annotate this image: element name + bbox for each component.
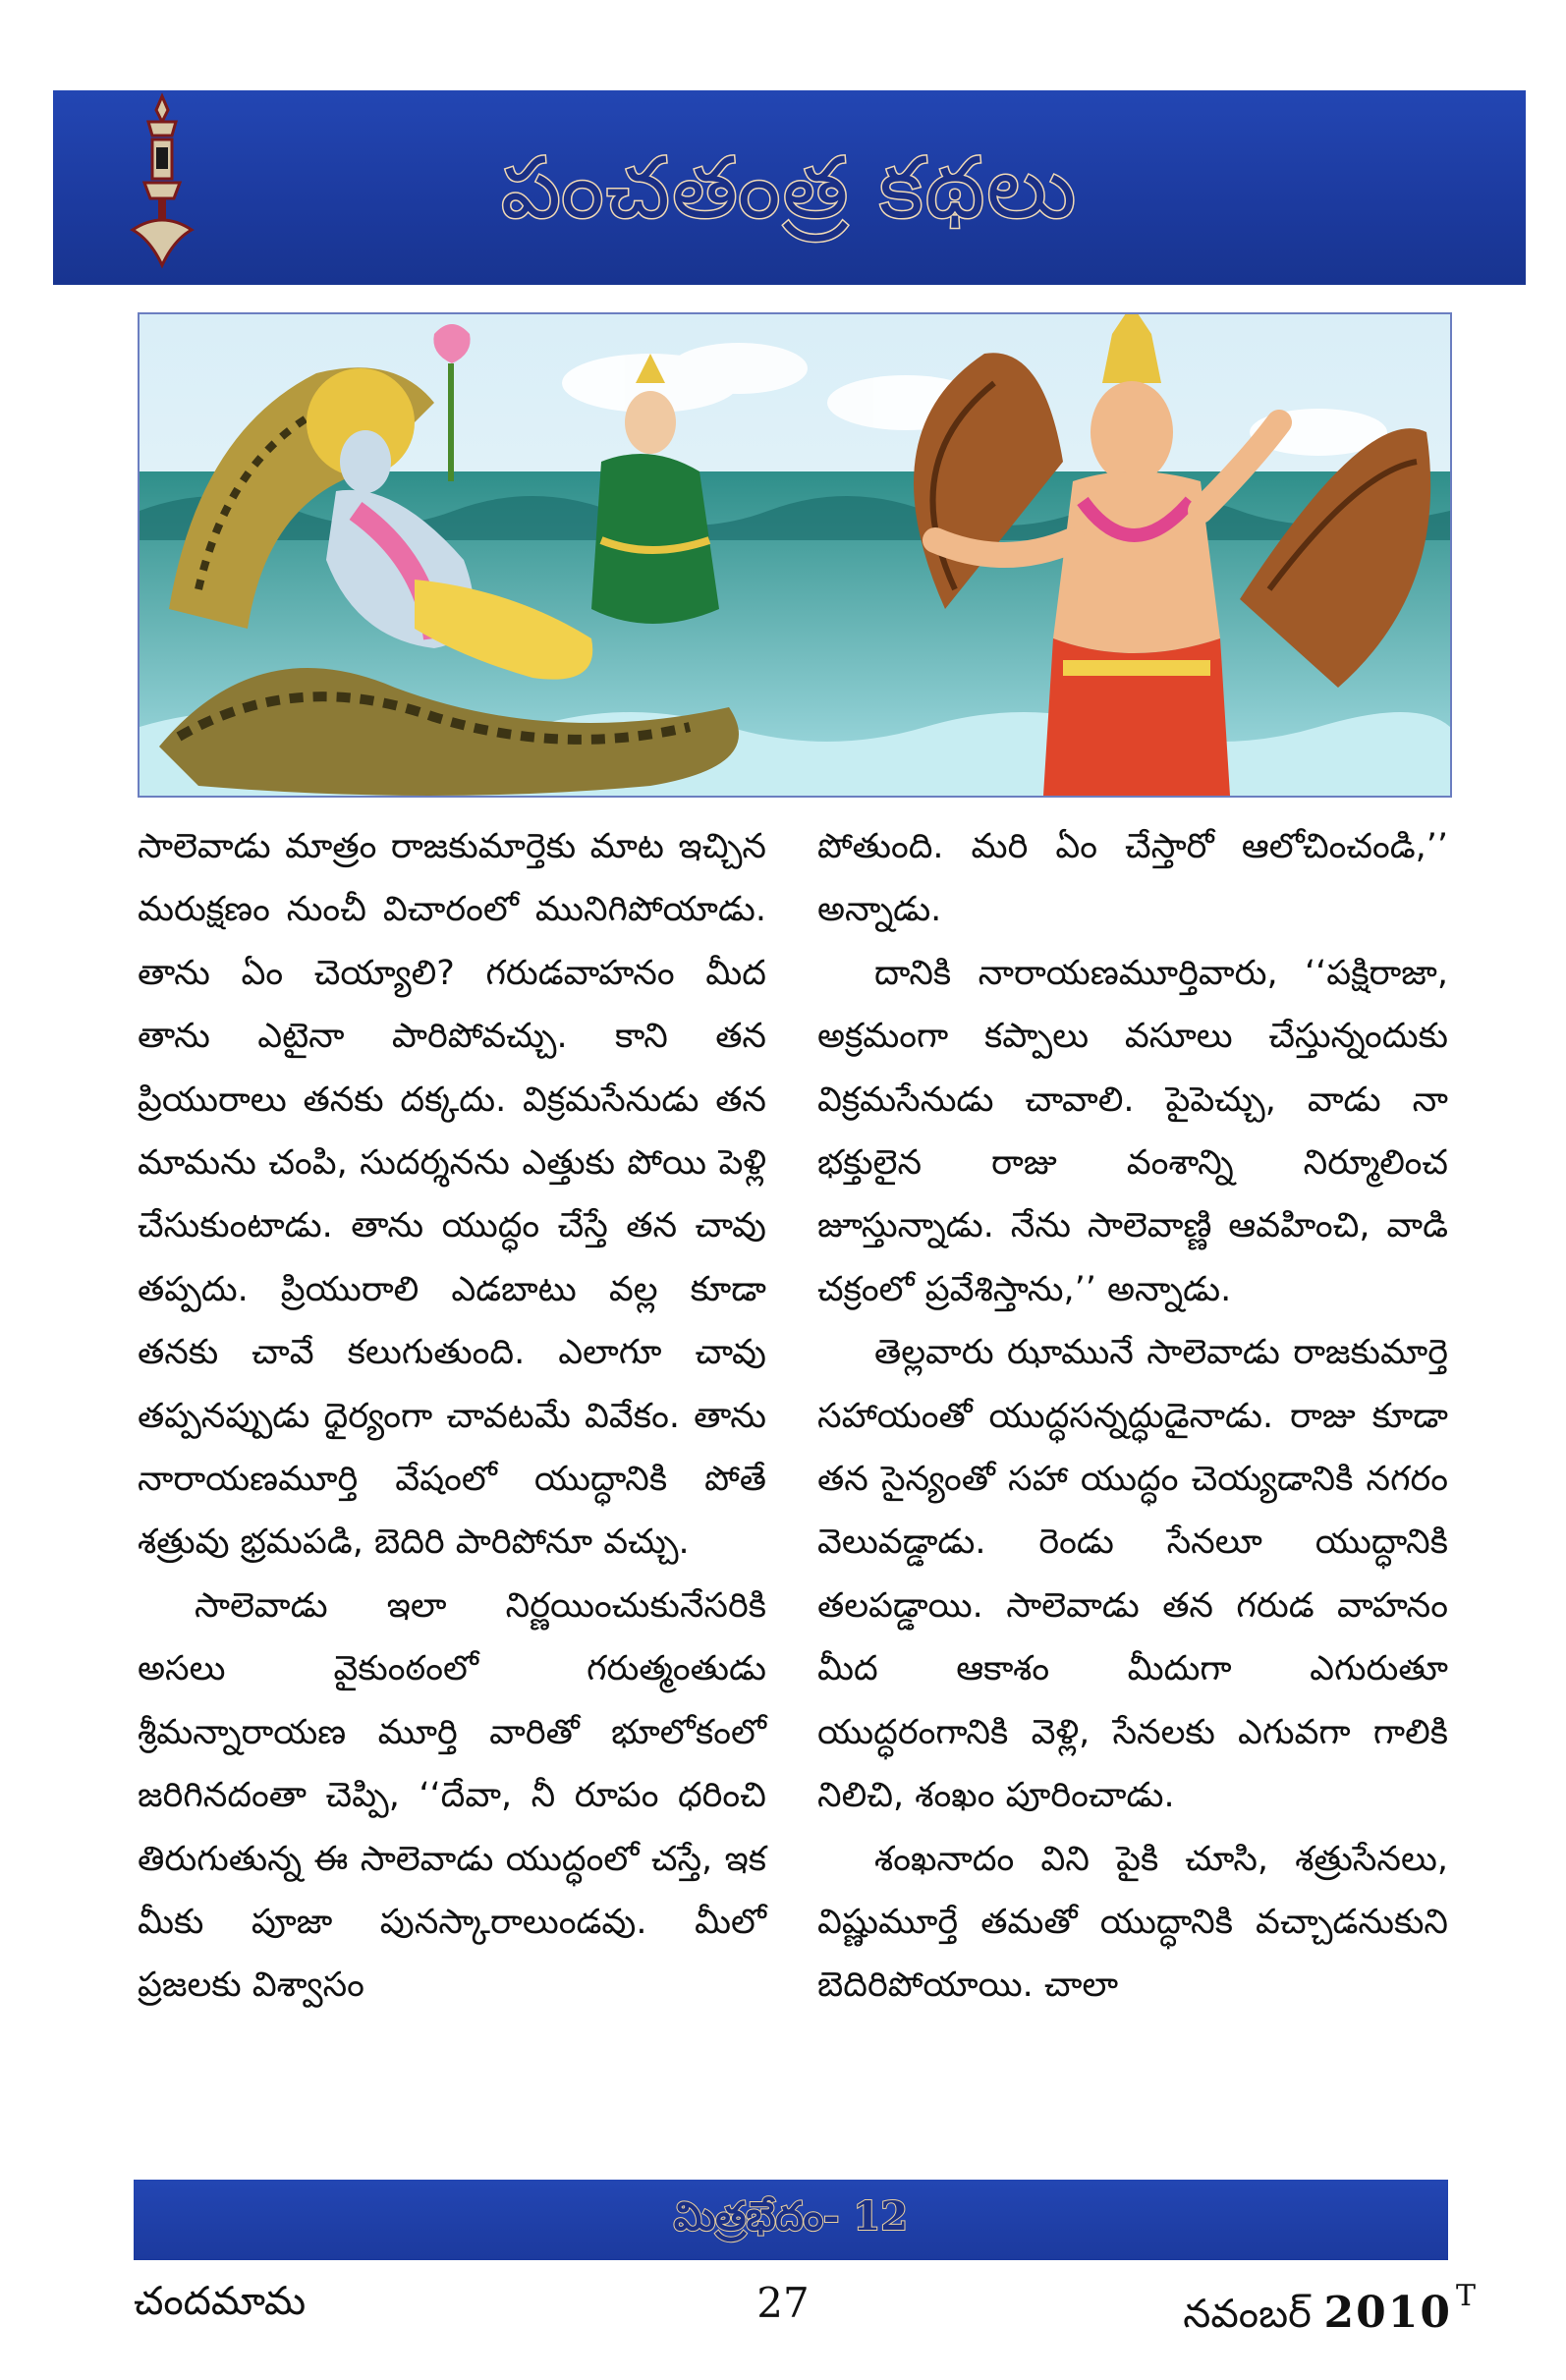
paragraph: పోతుంది. మరి ఏం చేస్తారో ఆలోచించండి,’’ అన్నాడు.: [817, 827, 1448, 930]
paragraph: సాలెవాడు ఇలా నిర్ణయించుకునేసరికి అసలు వైకుంఠంలో గరుత్మంతుడు శ్రీమన్నారాయణ మూర్తి వారితో భూలోకంలో జరిగినదంతా చెప్పి, ‘‘దేవా, నీ రూపం ధరించి తిరుగుతున్న ఈ సాలెవాడు యుద్ధంలో చస్తే, ఇక మీకు పూజా పునస్కారాలుండవు. మీలో ప్రజలకు విశ్వాసం: [138, 1585, 766, 2006]
paragraph: శంఖనాదం విని పైకి చూసి, శత్రుసేనలు, విష్ణుమూర్తే తమతో యుద్ధానికి వచ్చాడనుకుని బెదిరిపోయాయి. చాలా: [817, 1839, 1448, 2006]
issue-mark: T: [1455, 2279, 1476, 2313]
story-illustration: [138, 312, 1452, 798]
paragraph: దానికి నారాయణమూర్తివారు, ‘‘పక్షిరాజా, అక్రమంగా కప్పాలు వసూలు చేస్తున్నందుకు విక్రమసేనుడు చావాలి. పైపెచ్చు, వాడు నా భక్తులైన రాజు వంశాన్ని నిర్మూలించ జూస్తున్నాడు. నేను సాలెవాణ్ణి ఆవహించి, వాడి చక్రంలో ప్రవేశిస్తాను,’’ అన్నాడు.: [817, 953, 1448, 1309]
issue-date: [1183, 2279, 1476, 2347]
page-number: 27: [756, 2279, 810, 2327]
issue-month: నవంబర్: [1183, 2292, 1312, 2337]
lamp-icon: [123, 92, 201, 279]
series-label: మిత్రభేదం- 12: [673, 2193, 909, 2240]
right-column: [817, 815, 1448, 2018]
header-band: [53, 90, 1526, 285]
footer-band: [134, 2180, 1448, 2260]
paragraph: తెల్లవారు ఝామునే సాలెవాడు రాజకుమార్తె సహాయంతో యుద్ధసన్నద్ధుడైనాడు. రాజు కూడా తన సైన్యంతో సహా యుద్ధం చెయ్యడానికి నగరం వెలువడ్డాడు. రెండు సేనలూ యుద్ధానికి తలపడ్డాయి. సాలెవాడు తన గరుడ వాహనం మీద ఆకాశం మీదుగా ఎగురుతూ యుద్ధరంగానికి వెళ్లి, సేనలకు ఎగువగా గాలికి నిలిచి, శంఖం పూరించాడు.: [817, 1333, 1448, 1816]
magazine-name: చందమామ: [134, 2279, 307, 2324]
left-column: [138, 815, 766, 2018]
paragraph: సాలెవాడు మాత్రం రాజకుమార్తెకు మాట ఇచ్చిన మరుక్షణం నుంచీ విచారంలో మునిగిపోయాడు. తాను ఏం చెయ్యాలి? గరుడవాహనం మీద తాను ఎటైనా పారిపోవచ్చు. కాని తన ప్రియురాలు తనకు దక్కదు. విక్రమసేనుడు తన మామను చంపి, సుదర్శనను ఎత్తుకు పోయి పెళ్లి చేసుకుంటాడు. తాను యుద్ధం చేస్తే తన చావు తప్పదు. ప్రియురాలి ఎడబాటు వల్ల కూడా తనకు చావే కలుగుతుంది. ఎలాగూ చావు తప్పనప్పుడు ధైర్యంగా చావటమే వివేకం. తాను నారాయణమూర్తి వేషంలో యుద్ధానికి పోతే శత్రువు భ్రమపడి, బెదిరి పారిపోనూ వచ్చు.: [138, 827, 766, 1563]
issue-year: 2010: [1323, 2288, 1452, 2338]
page-title: పంచతంత్ర కథలు: [500, 139, 1079, 238]
